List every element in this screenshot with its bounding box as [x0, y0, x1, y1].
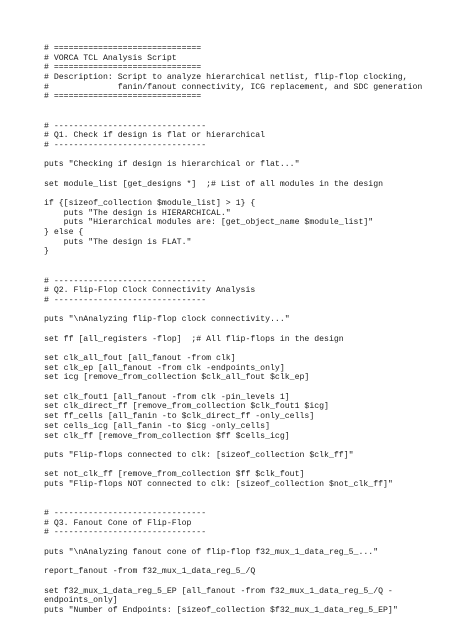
code-line: set cells_icg [all_fanin -to $icg -only_cells] — [44, 421, 271, 431]
code-line — [44, 461, 464, 471]
code-line: # VORCA TCL Analysis Script — [44, 53, 177, 63]
code-line — [44, 325, 464, 335]
code-line: set icg [remove_from_collection $clk_all_fout $clk_ep] — [44, 373, 310, 383]
code-line — [44, 151, 464, 161]
code-line — [44, 538, 464, 548]
code-line — [44, 170, 464, 180]
code-line: set clk_ep [all_fanout -from clk -endpoints_only] — [44, 363, 285, 373]
code-line: puts "\nAnalyzing fanout cone of flip-flop f32_mux_1_data_reg_5_..." — [44, 547, 379, 557]
code-line: set clk_direct_ff [remove_from_collection $clk_fout1 $icg] — [44, 402, 329, 412]
code-line — [44, 344, 464, 354]
code-line: puts "The design is HIERARCHICAL." — [44, 208, 231, 218]
code-line: set clk_ff [remove_from_collection $ff $cells_icg] — [44, 431, 290, 441]
code-line: # Description: Script to analyze hierarchical netlist, flip-flop clocking, — [44, 73, 408, 83]
code-line: } — [44, 247, 49, 257]
code-line: } else { — [44, 228, 84, 238]
code-line: # ------------------------------- — [44, 295, 207, 305]
code-line: # ============================== — [44, 92, 202, 102]
code-line: puts "Flip-flops NOT connected to clk: [sizeof_collection $not_clk_ff]" — [44, 479, 393, 489]
code-line: # fanin/fanout connectivity, ICG replacement, and SDC generation — [44, 82, 423, 92]
code-line: report_fanout -from f32_mux_1_data_reg_5_/Q — [44, 567, 256, 577]
code-line: puts "The design is FLAT." — [44, 237, 192, 247]
code-line — [44, 306, 464, 316]
tcl-script-code-block — [44, 44, 464, 616]
code-line: # Q3. Fanout Cone of Flip-Flop — [44, 518, 192, 528]
code-line — [44, 257, 464, 267]
code-line: set f32_mux_1_data_reg_5_EP [all_fanout -from f32_mux_1_data_reg_5_/Q - — [44, 586, 393, 596]
code-line: set not_clk_ff [remove_from_collection $ff $clk_fout] — [44, 470, 305, 480]
code-line — [44, 499, 464, 509]
code-line: # ------------------------------- — [44, 528, 207, 538]
code-line: puts "\nAnalyzing flip-flop clock connectivity..." — [44, 315, 290, 325]
code-line — [44, 441, 464, 451]
code-line: # ------------------------------- — [44, 509, 207, 518]
code-line — [44, 112, 464, 122]
code-line: # ------------------------------- — [44, 140, 207, 150]
code-line: # Q2. Flip-Flop Clock Connectivity Analysis — [44, 286, 256, 296]
code-line: endpoints_only] — [44, 596, 118, 606]
code-line — [44, 557, 464, 567]
code-line — [44, 102, 464, 112]
code-line: set module_list [get_designs *] ;# List of all modules in the design — [44, 179, 384, 189]
code-line: puts "Checking if design is hierarchical or flat..." — [44, 160, 300, 170]
code-line: set ff [all_registers -flop] ;# All flip-flops in the design — [44, 334, 344, 344]
code-line: puts "Number of Endpoints: [sizeof_collection $f32_mux_1_data_reg_5_EP]" — [44, 605, 398, 615]
code-line — [44, 189, 464, 199]
code-line — [44, 577, 464, 587]
code-line: # ============================== — [44, 44, 202, 53]
code-line: puts "Flip-flops connected to clk: [sizeof_collection $clk_ff]" — [44, 450, 354, 460]
code-line: set clk_fout1 [all_fanout -from clk -pin_levels 1] — [44, 392, 290, 402]
code-line — [44, 267, 464, 277]
code-line: # ------------------------------- — [44, 121, 207, 131]
code-line — [44, 383, 464, 393]
code-line: set ff_cells [all_fanin -to $clk_direct_ff -only_cells] — [44, 412, 315, 422]
code-line: # ------------------------------- — [44, 276, 207, 286]
code-line: if {[sizeof_collection $module_list] > 1} { — [44, 199, 256, 208]
code-line — [44, 490, 464, 500]
code-line: # ============================== — [44, 63, 202, 73]
code-line: # Q1. Check if design is flat or hierarchical — [44, 131, 266, 141]
code-line: set clk_all_fout [all_fanout -from clk] — [44, 354, 236, 363]
code-line: puts "Hierarchical modules are: [get_object_name $module_list]" — [44, 218, 374, 228]
